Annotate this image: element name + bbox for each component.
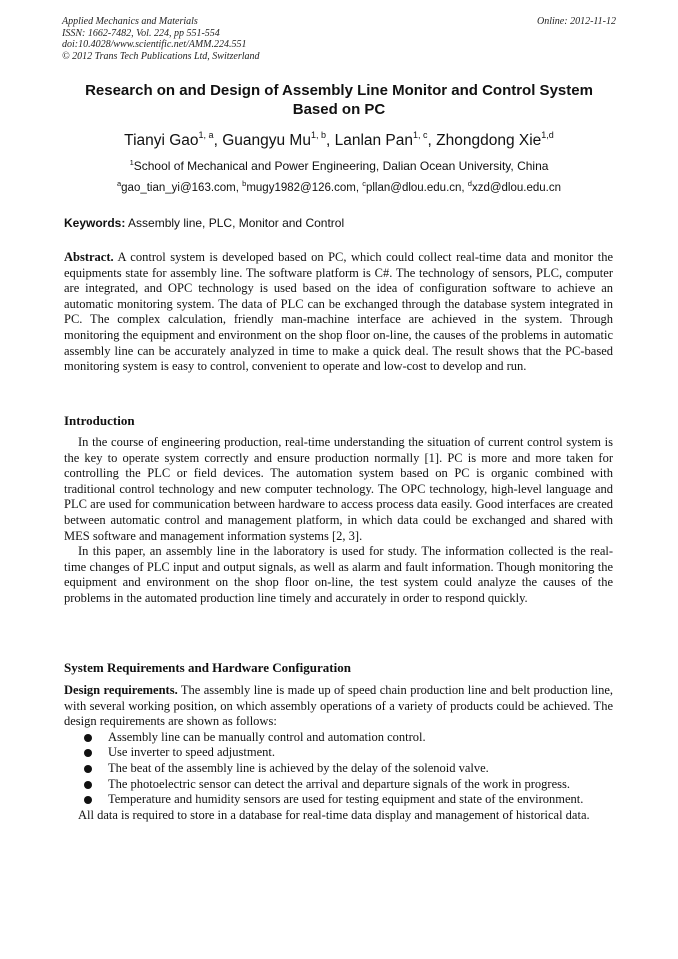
bullet-icon bbox=[84, 765, 92, 773]
email-list: $^a$gao_tian_yi@163.com, $^b$mugy1982@126.com, $^c$pllan@dlou.edu.cn, $^d$xzd@dlou.edu.cn bbox=[116, 179, 562, 194]
paragraph: In this paper, an assembly line in the laboratory is used for study. The information collected is the real-time changes of PLC input and output signals, as well as alarm and fault information. Though monitoring the equipment and environment on the shop floor on-line, the test system could analyze the causes of the problems in the automated production line timely and accurately in order to respond quickly. bbox=[64, 544, 613, 605]
list-item: Use inverter to speed adjustment. bbox=[64, 745, 613, 761]
bullet-icon bbox=[84, 749, 92, 757]
abstract bbox=[64, 250, 613, 375]
author-list bbox=[62, 131, 616, 151]
list-item: Assembly line can be manually control and automation control. bbox=[64, 730, 613, 746]
author-email[interactable]: $^d$xzd@dlou.edu.cn bbox=[467, 179, 562, 194]
issn-line: ISSN: 1662-7482, Vol. 224, pp 551-554 bbox=[62, 27, 220, 39]
affiliation: $^1$School of Mechanical and Power Engineering, Dalian Ocean University, China bbox=[129, 158, 549, 173]
list-item: The photoelectric sensor can detect the arrival and departure signals of the work in progress. bbox=[64, 777, 613, 793]
journal-header bbox=[62, 16, 616, 62]
author: Lanlan Pan$^{1, c}$, bbox=[334, 130, 437, 149]
online-date: Online: 2012-11-12 bbox=[537, 16, 616, 27]
paper-title: Research on and Design of Assembly Line Monitor and Control System Based on PC bbox=[85, 82, 593, 118]
paragraph: All data is required to store in a database for real-time data display and management of historical data. bbox=[78, 807, 590, 822]
doi-line: doi:10.4028/www.scientific.net/AMM.224.551 bbox=[62, 39, 247, 50]
author-email[interactable]: $^a$gao_tian_yi@163.com bbox=[116, 179, 236, 194]
design-requirements-label: Design requirements. bbox=[64, 683, 178, 697]
journal-name: Applied Mechanics and Materials bbox=[62, 16, 198, 27]
bullet-icon bbox=[84, 796, 92, 804]
list-item: The beat of the assembly line is achieved by the delay of the solenoid valve. bbox=[64, 761, 613, 777]
bullet-icon bbox=[84, 781, 92, 789]
copyright-line: © 2012 Trans Tech Publications Ltd, Switzerland bbox=[62, 50, 260, 62]
keywords-text: Assembly line, PLC, Monitor and Control bbox=[125, 216, 345, 230]
section-heading-introduction: Introduction bbox=[64, 413, 135, 428]
section-heading-system-requirements: System Requirements and Hardware Configuration bbox=[64, 660, 351, 675]
author: Tianyi Gao$^{1, a}$, bbox=[124, 130, 223, 149]
requirements-list bbox=[64, 730, 613, 808]
design-requirements-text: The assembly line is made up of speed chain production line and belt production line, with several working position, on which assembly operations of a variety of products could be achieved. The design requirements are shown as follows: bbox=[64, 683, 613, 729]
introduction-body bbox=[64, 435, 613, 607]
abstract-label: Abstract. bbox=[64, 250, 114, 264]
author-email[interactable]: $^b$mugy1982@126.com bbox=[242, 179, 356, 194]
author: Zhongdong Xie$^{1,d}$ bbox=[436, 130, 554, 149]
author-email[interactable]: $^c$pllan@dlou.edu.cn bbox=[362, 179, 462, 194]
bullet-icon bbox=[84, 734, 92, 742]
list-item: Temperature and humidity sensors are used for testing equipment and state of the environment. bbox=[64, 792, 613, 808]
keywords-label: Keywords: bbox=[64, 216, 126, 230]
author: Guangyu Mu$^{1, b}$, bbox=[222, 130, 335, 149]
system-requirements-body bbox=[64, 683, 613, 823]
abstract-text: A control system is developed based on PC, which could collect real-time data and monitor the equipments state for assembly line. The software platform is C#. The technology of sensors, PLC, computer are integrated, and OPC technology is used based on the idea of configuration software to achieve an automatic monitoring system. The data of PLC can be exchanged through the database system integrated in PC. The complex calculation, friendly man-machine interface are achieved in the system. Through monitoring the equipment and environment on the shop floor on-line, the causes of the problems in automatic assembly line can be accurately analyzed in time to make a quick deal. The result shows that the PC-based monitoring system is easy to control, convenient to operate and low-cost to develop and run. bbox=[64, 250, 613, 374]
keywords bbox=[64, 216, 616, 231]
paragraph: In the course of engineering production, real-time understanding the situation of current control system is the key to operate system correctly and ensure production normally [1]. PC is more and more taken for controlling the PLC or field devices. The automation system based on PC is organic combined with traditional control technology and new computer technology. The OPC technology, high-level language and PLC are used for communication between hardware to access process data easily. Good interfaces are created between automatic control and management platform, in which data could be exchanged and shared with MES software and management information systems [2, 3]. bbox=[64, 435, 613, 543]
